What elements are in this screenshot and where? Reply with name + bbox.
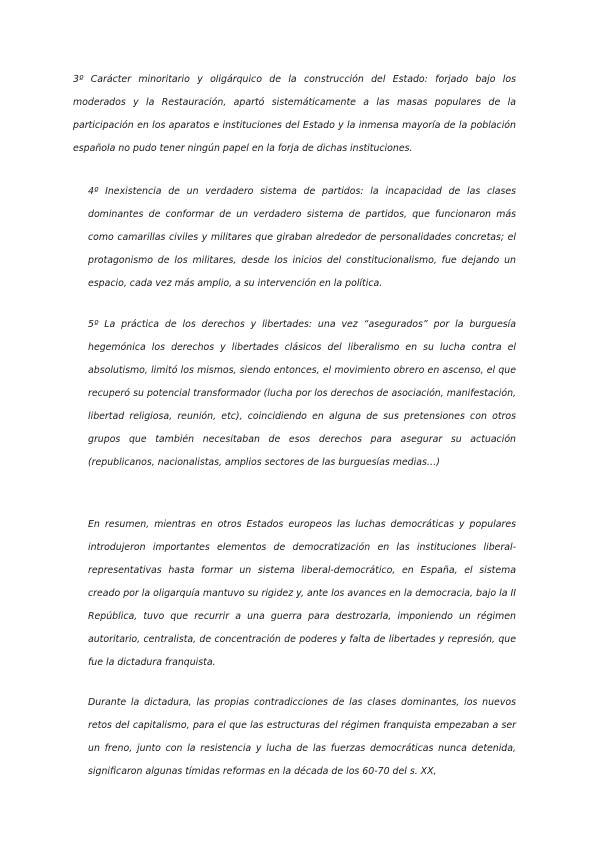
paragraph-summary: En resumen, mientras en otros Estados europeos las luchas democráticas y populares introdujeron importantes elementos de democratización en las instituciones liberal-representativas hasta formar un sistema liberal-democrático, en España, el sistema creado por la oligarquía mantuvo su rigidez y, ante los avances en la democracia, bajo la II República, tuvo que recurrir a una guerra para destrozarla, imponiendo un régimen autoritario, centralista, de concentración de poderes y falta de libertades y represión, que fue la dictadura franquista.: [88, 519, 516, 668]
paragraph-dictatorship: Durante la dictadura, las propias contradicciones de las clases dominantes, los nuevos retos del capitalismo, para el que las estructuras del régimen franquista empezaban a ser un freno, junto con la resistencia y lucha de las fuerzas democráticas nunca detenida, significaron algunas tímidas reformas en la década de los 60-70 del s. XX,: [88, 697, 516, 777]
paragraph-oligarchic-state: 3º Carácter minoritario y oligárquico de la construcción del Estado: forjado bajo los moderados y la Restauración, apartó sistemáticamente a las masas populares de la participación en los aparatos e instituciones del Estado y la inmensa mayoría de la población española no pudo tener ningún papel en la forja de dichas instituciones.: [73, 74, 516, 154]
paragraph-party-system: 4º Inexistencia de un verdadero sistema de partidos: la incapacidad de las clases dominantes de conformar de un verdadero sistema de partidos, que funcionaron más como camarillas civiles y militares que giraban alrededor de personalidades concretas; el protagonismo de los militares, desde los inicios del constitucionalismo, fue dejando un espacio, cada vez más amplio, a su intervención en la política.: [88, 186, 516, 289]
paragraph-rights-liberties: 5º La práctica de los derechos y libertades: una vez “asegurados” por la burguesía hegemónica los derechos y libertades clásicos del liberalismo en su lucha contra el absolutismo, limitó los mismos, siendo entonces, el movimiento obrero en ascenso, el que recuperó su potencial transformador (lucha por los derechos de asociación, manifestación, libertad religiosa, reunión, etc), coincidiendo en alguna de sus pretensiones con otros grupos que también necesitaban de esos derechos para asegurar su actuación (republicanos, nacionalistas, amplios sectores de las burguesías medias…): [88, 319, 516, 468]
